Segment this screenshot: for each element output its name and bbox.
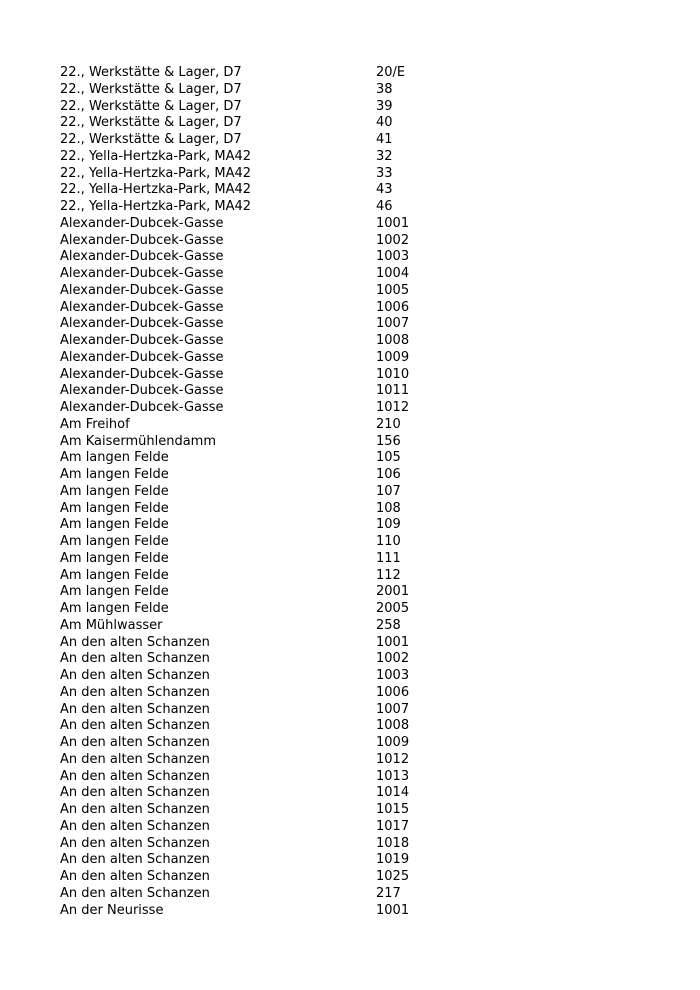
street-name: Am langen Felde — [60, 517, 169, 533]
address-list — [60, 65, 480, 919]
table-row — [60, 651, 480, 668]
house-number: 1008 — [376, 718, 410, 734]
street-name: 22., Werkstätte & Lager, D7 — [60, 132, 242, 147]
table-row — [60, 115, 480, 132]
table-row — [60, 718, 480, 735]
street-name: An den alten Schanzen — [60, 802, 210, 817]
table-row — [60, 300, 480, 317]
table-row — [60, 819, 480, 836]
house-number: 2001 — [376, 584, 410, 600]
house-number: 107 — [376, 483, 401, 499]
table-row — [60, 484, 480, 501]
street-name: Alexander-Dubcek-Gasse — [60, 366, 224, 382]
street-name: An den alten Schanzen — [60, 852, 210, 868]
table-row — [60, 769, 480, 786]
table-row — [60, 836, 480, 853]
street-name: An den alten Schanzen — [60, 885, 210, 901]
house-number: 1009 — [376, 349, 410, 365]
table-row — [60, 316, 480, 333]
house-number: 1001 — [376, 634, 410, 650]
house-number: 1010 — [376, 366, 410, 382]
table-row — [60, 903, 480, 920]
house-number: 1003 — [376, 249, 410, 265]
street-name: 22., Werkstätte & Lager, D7 — [60, 65, 242, 80]
house-number: 20/E — [376, 65, 406, 80]
street-name: Am Mühlwasser — [60, 617, 163, 633]
street-name: Alexander-Dubcek-Gasse — [60, 249, 224, 265]
table-row — [60, 149, 480, 166]
house-number: 1007 — [376, 701, 410, 717]
house-number: 32 — [376, 148, 393, 164]
house-number: 41 — [376, 132, 393, 147]
street-name: Am langen Felde — [60, 584, 169, 600]
table-row — [60, 283, 480, 300]
house-number: 210 — [376, 416, 401, 432]
street-name: Am langen Felde — [60, 550, 169, 566]
house-number: 217 — [376, 885, 401, 901]
house-number: 1011 — [376, 383, 410, 399]
house-number: 43 — [376, 182, 393, 198]
house-number: 1012 — [376, 400, 410, 415]
table-row — [60, 383, 480, 400]
table-row — [60, 568, 480, 585]
house-number: 110 — [376, 534, 401, 549]
street-name: An den alten Schanzen — [60, 668, 210, 683]
street-name: An den alten Schanzen — [60, 768, 210, 784]
house-number: 1001 — [376, 215, 410, 231]
street-name: Alexander-Dubcek-Gasse — [60, 349, 224, 365]
house-number: 1004 — [376, 266, 410, 281]
house-number: 109 — [376, 517, 401, 533]
table-row — [60, 400, 480, 417]
house-number: 1002 — [376, 651, 410, 667]
house-number: 1018 — [376, 835, 410, 851]
street-name: Alexander-Dubcek-Gasse — [60, 400, 224, 415]
table-row — [60, 65, 480, 82]
house-number: 111 — [376, 550, 401, 566]
street-name: An den alten Schanzen — [60, 869, 210, 884]
table-row — [60, 668, 480, 685]
house-number: 1001 — [376, 902, 410, 918]
table-row — [60, 216, 480, 233]
street-name: Alexander-Dubcek-Gasse — [60, 282, 224, 298]
house-number: 106 — [376, 467, 401, 482]
table-row — [60, 534, 480, 551]
house-number: 1007 — [376, 316, 410, 332]
table-row — [60, 249, 480, 266]
table-row — [60, 333, 480, 350]
street-name: Alexander-Dubcek-Gasse — [60, 299, 224, 315]
table-row — [60, 551, 480, 568]
street-name: An den alten Schanzen — [60, 651, 210, 667]
table-row — [60, 199, 480, 216]
house-number: 39 — [376, 98, 393, 114]
house-number: 1015 — [376, 802, 410, 817]
table-row — [60, 735, 480, 752]
street-name: Alexander-Dubcek-Gasse — [60, 383, 224, 399]
street-name: 22., Yella-Hertzka-Park, MA42 — [60, 165, 252, 181]
house-number: 1025 — [376, 869, 410, 884]
street-name: An den alten Schanzen — [60, 785, 210, 801]
table-row — [60, 785, 480, 802]
street-name: An den alten Schanzen — [60, 835, 210, 851]
table-row — [60, 82, 480, 99]
street-name: Alexander-Dubcek-Gasse — [60, 333, 224, 348]
street-name: 22., Yella-Hertzka-Park, MA42 — [60, 199, 252, 214]
street-name: Am langen Felde — [60, 534, 169, 549]
street-name: An den alten Schanzen — [60, 718, 210, 734]
street-name: An der Neurisse — [60, 902, 164, 918]
street-name: 22., Werkstätte & Lager, D7 — [60, 81, 242, 97]
table-row — [60, 350, 480, 367]
house-number: 1012 — [376, 751, 410, 767]
house-number: 40 — [376, 115, 393, 131]
table-row — [60, 501, 480, 518]
house-number: 1006 — [376, 299, 410, 315]
table-row — [60, 752, 480, 769]
street-name: 22., Werkstätte & Lager, D7 — [60, 98, 242, 114]
table-row — [60, 417, 480, 434]
street-name: Am langen Felde — [60, 500, 169, 516]
house-number: 2005 — [376, 601, 410, 616]
house-number: 156 — [376, 433, 401, 449]
table-row — [60, 233, 480, 250]
table-row — [60, 450, 480, 467]
house-number: 1014 — [376, 785, 410, 801]
street-name: Am langen Felde — [60, 601, 169, 616]
table-row — [60, 367, 480, 384]
street-name: Am langen Felde — [60, 567, 169, 583]
street-name: Am Freihof — [60, 416, 130, 432]
table-row — [60, 635, 480, 652]
table-row — [60, 869, 480, 886]
house-number: 33 — [376, 165, 393, 181]
table-row — [60, 467, 480, 484]
table-row — [60, 132, 480, 149]
table-row — [60, 266, 480, 283]
house-number: 1005 — [376, 282, 410, 298]
street-name: Am langen Felde — [60, 483, 169, 499]
street-name: An den alten Schanzen — [60, 818, 210, 834]
table-row — [60, 601, 480, 618]
table-row — [60, 99, 480, 116]
house-number: 1017 — [376, 818, 410, 834]
house-number: 46 — [376, 199, 393, 214]
street-name: Alexander-Dubcek-Gasse — [60, 316, 224, 332]
house-number: 38 — [376, 81, 393, 97]
street-name: Am langen Felde — [60, 467, 169, 482]
house-number: 1009 — [376, 735, 410, 750]
street-name: An den alten Schanzen — [60, 751, 210, 767]
house-number: 1003 — [376, 668, 410, 683]
street-name: Alexander-Dubcek-Gasse — [60, 232, 224, 248]
table-row — [60, 802, 480, 819]
table-row — [60, 685, 480, 702]
street-name: Am Kaisermühlendamm — [60, 433, 216, 449]
house-number: 1019 — [376, 852, 410, 868]
street-name: An den alten Schanzen — [60, 701, 210, 717]
house-number: 1013 — [376, 768, 410, 784]
house-number: 105 — [376, 450, 401, 466]
table-row — [60, 517, 480, 534]
house-number: 1008 — [376, 333, 410, 348]
house-number: 1002 — [376, 232, 410, 248]
table-row — [60, 702, 480, 719]
house-number: 108 — [376, 500, 401, 516]
house-number: 258 — [376, 617, 401, 633]
table-row — [60, 618, 480, 635]
table-row — [60, 182, 480, 199]
street-name: Am langen Felde — [60, 450, 169, 466]
house-number: 1006 — [376, 684, 410, 700]
table-row — [60, 886, 480, 903]
table-row — [60, 434, 480, 451]
street-name: 22., Werkstätte & Lager, D7 — [60, 115, 242, 131]
street-name: An den alten Schanzen — [60, 634, 210, 650]
street-name: Alexander-Dubcek-Gasse — [60, 215, 224, 231]
house-number: 112 — [376, 567, 401, 583]
table-row — [60, 584, 480, 601]
table-row — [60, 166, 480, 183]
street-name: Alexander-Dubcek-Gasse — [60, 266, 224, 281]
street-name: 22., Yella-Hertzka-Park, MA42 — [60, 148, 252, 164]
street-name: An den alten Schanzen — [60, 684, 210, 700]
street-name: An den alten Schanzen — [60, 735, 210, 750]
table-row — [60, 852, 480, 869]
street-name: 22., Yella-Hertzka-Park, MA42 — [60, 182, 252, 198]
